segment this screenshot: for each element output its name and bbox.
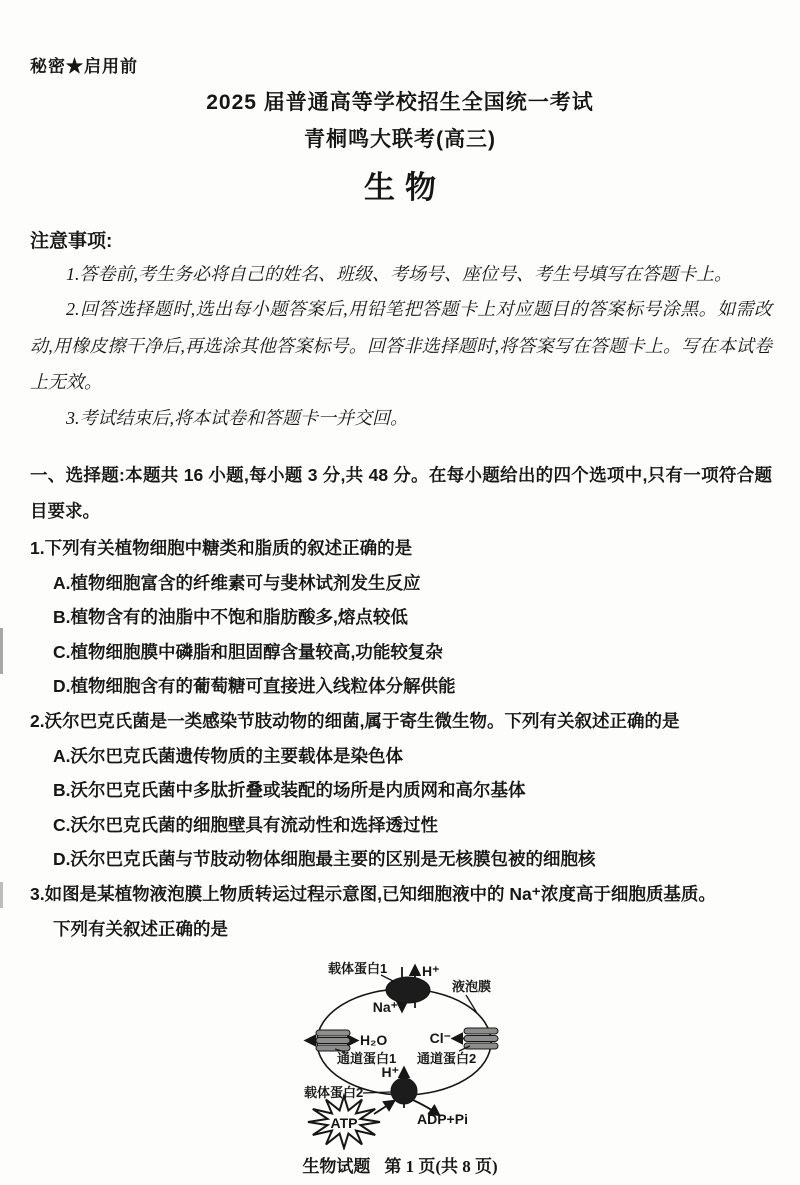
water-label: H₂O bbox=[360, 1032, 388, 1048]
vacuole-transport-diagram bbox=[0, 950, 800, 1150]
scan-artifact bbox=[0, 628, 3, 674]
carrier-protein-2-label: 载体蛋白2 bbox=[304, 1085, 364, 1100]
page-footer bbox=[0, 1152, 800, 1177]
question-1-option-b: B.植物含有的油脂中不饱和脂肪酸多,熔点较低 bbox=[53, 607, 408, 628]
question-2-stem: 2.沃尔巴克氏菌是一类感染节肢动物的细菌,属于寄生微生物。下列有关叙述正确的是 bbox=[30, 710, 680, 731]
question-2-option-d: D.沃尔巴克氏菌与节肢动物体细胞最主要的区别是无核膜包被的细胞核 bbox=[53, 849, 596, 870]
question-2-option-a: A.沃尔巴克氏菌遗传物质的主要载体是染色体 bbox=[53, 745, 403, 766]
tonoplast-label: 液泡膜 bbox=[452, 979, 492, 994]
question-2-option-b: B.沃尔巴克氏菌中多肽折叠或装配的场所是内质网和高尔基体 bbox=[53, 780, 526, 801]
footer-page-number: 第 1 页(共 8 页) bbox=[384, 1157, 498, 1176]
exam-title-line2: 青桐鸣大联考(高三) bbox=[304, 128, 496, 151]
question-1-stem: 1.下列有关植物细胞中糖类和脂质的叙述正确的是 bbox=[30, 538, 413, 558]
footer-subject: 生物试题 bbox=[302, 1157, 371, 1176]
carrier-protein-2-pointer bbox=[363, 1092, 391, 1093]
question-3-stem-line2: 下列有关叙述正确的是 bbox=[53, 918, 228, 939]
carrier-protein-1-label: 载体蛋白1 bbox=[328, 961, 388, 976]
subject-title: 生物 bbox=[364, 170, 446, 205]
question-2-option-c: C.沃尔巴克氏菌的细胞壁具有流动性和选择透过性 bbox=[53, 814, 438, 835]
question-1-option-d: D.植物细胞含有的葡萄糖可直接进入线粒体分解供能 bbox=[53, 676, 456, 697]
scan-artifact bbox=[0, 882, 3, 908]
h-ion-top-label: H⁺ bbox=[422, 963, 440, 979]
channel-protein-1-label: 通道蛋白1 bbox=[337, 1051, 397, 1066]
notice-heading: 注意事项: bbox=[30, 231, 113, 252]
questions-area bbox=[30, 531, 782, 946]
notice-item-3: 3.考试结束后,将本试卷和答题卡一并交回。 bbox=[66, 408, 408, 428]
exam-title-line1: 2025 届普通高等学校招生全国统一考试 bbox=[206, 91, 594, 114]
question-1-option-a: A.植物细胞富含的纤维素可与斐林试剂发生反应 bbox=[53, 572, 421, 593]
notice-item-2: 2.回答选择题时,选出每小题答案后,用铅笔把答题卡上对应题目的答案标号涂黑。如需改动,用橡皮擦干净后,再选涂其他答案标号。回答非选择题时,将答案写在答题卡上。写在本试卷上无效。 bbox=[30, 299, 772, 392]
atp-label: ATP bbox=[330, 1115, 358, 1131]
carrier-protein-1-pointer bbox=[381, 975, 395, 982]
tonoplast-pointer bbox=[466, 995, 477, 1013]
cl-ion-label: Cl⁻ bbox=[429, 1030, 451, 1046]
h-ion-bottom-label: H⁺ bbox=[381, 1064, 399, 1080]
section-heading: 一、选择题:本题共 16 小题,每小题 3 分,共 48 分。在每小题给出的四个选项中,只有一项符合题目要求。 bbox=[30, 465, 772, 521]
channel-protein-1-shape bbox=[316, 1030, 350, 1051]
question-1-option-c: C.植物细胞膜中磷脂和胆固醇含量较高,功能较复杂 bbox=[53, 641, 443, 662]
adp-label: ADP+Pi bbox=[417, 1111, 468, 1127]
question-3-stem-line1: 3.如图是某植物液泡膜上物质转运过程示意图,已知细胞液中的 Na⁺浓度高于细胞质基质。 bbox=[30, 883, 716, 904]
atp-to-pump-arrow bbox=[374, 1101, 394, 1114]
na-ion-label: Na⁺ bbox=[372, 999, 398, 1015]
notice-item-1: 1.答卷前,考生务必将自己的姓名、班级、考场号、座位号、考生号填写在答题卡上。 bbox=[66, 264, 732, 284]
channel-protein-2-label: 通道蛋白2 bbox=[417, 1051, 477, 1066]
security-notice: 秘密★启用前 bbox=[30, 57, 138, 76]
